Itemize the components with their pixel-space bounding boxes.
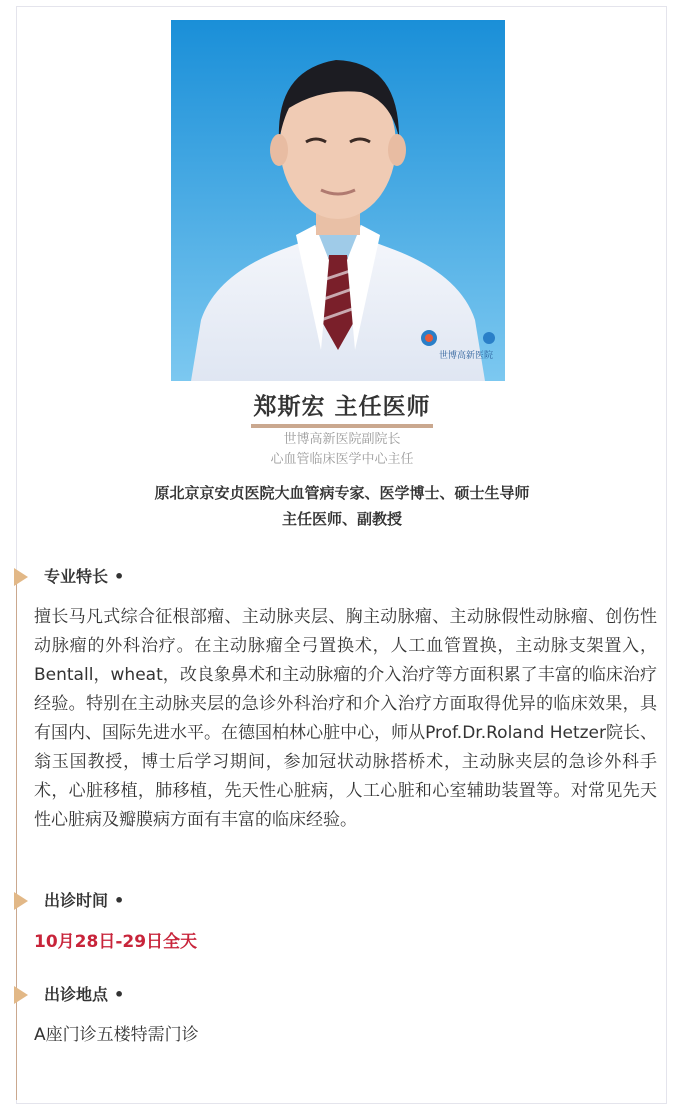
doctor-photo [171,20,505,381]
section-title [44,890,124,912]
visit-time-text: 10月28日-29日全天 [34,932,198,952]
bullet-dot-icon: • [114,985,125,1004]
bullet-dot-icon: • [114,567,125,586]
triangle-marker-icon [14,892,28,910]
section-title [44,566,124,588]
doctor-credentials-1: 原北京京安贞医院大血管病专家、医学博士、硕士生导师 [154,484,530,502]
section-specialty-title: 专业特长 [44,567,109,586]
photo-badge-text: 世博高新医院 [439,351,494,361]
triangle-marker-icon [14,568,28,586]
timeline-line [16,580,17,1100]
visit-location-text: A座门诊五楼特需门诊 [34,1025,199,1045]
triangle-marker-icon [14,986,28,1004]
doctor-name-heading [0,392,684,428]
doctor-name: 郑斯宏 主任医师 [251,392,432,428]
section-title [44,984,124,1006]
doctor-position-1: 世博高新医院副院长 [283,432,401,447]
doctor-position-2: 心血管临床医学中心主任 [270,452,414,467]
bullet-dot-icon: • [114,891,125,910]
section-specialty-text: 擅长马凡式综合征根部瘤、主动脉夹层、胸主动脉瘤、主动脉假性动脉瘤、创伤性动脉瘤的外科治疗。在主动脉瘤全弓置换术，人工血管置换，主动脉支架置入，Bentall，wheat，改良象鼻术和主动脉瘤的介入治疗等方面积累了丰富的临床治疗经验。特别在主动脉夹层的急诊外科治疗和介入治疗方面取得优异的临床效果，具有国内、国际先进水平。在德国柏林心脏中心，师从Prof.Dr.Roland Hetzer院长、翁玉国教授，博士后学习期间，参加冠状动脉搭桥术，主动脉夹层的急诊外科手术，心脏移植，肺移植，先天性心脏病，人工心脏和心室辅助装置等。对常见先天性心脏病及瓣膜病方面有丰富的临床经验。 [34,607,657,830]
section-location-title: 出诊地点 [44,985,109,1004]
doctor-credentials-2: 主任医师、副教授 [281,510,402,528]
doctor-portrait-image [171,20,505,381]
section-time-title: 出诊时间 [44,891,109,910]
